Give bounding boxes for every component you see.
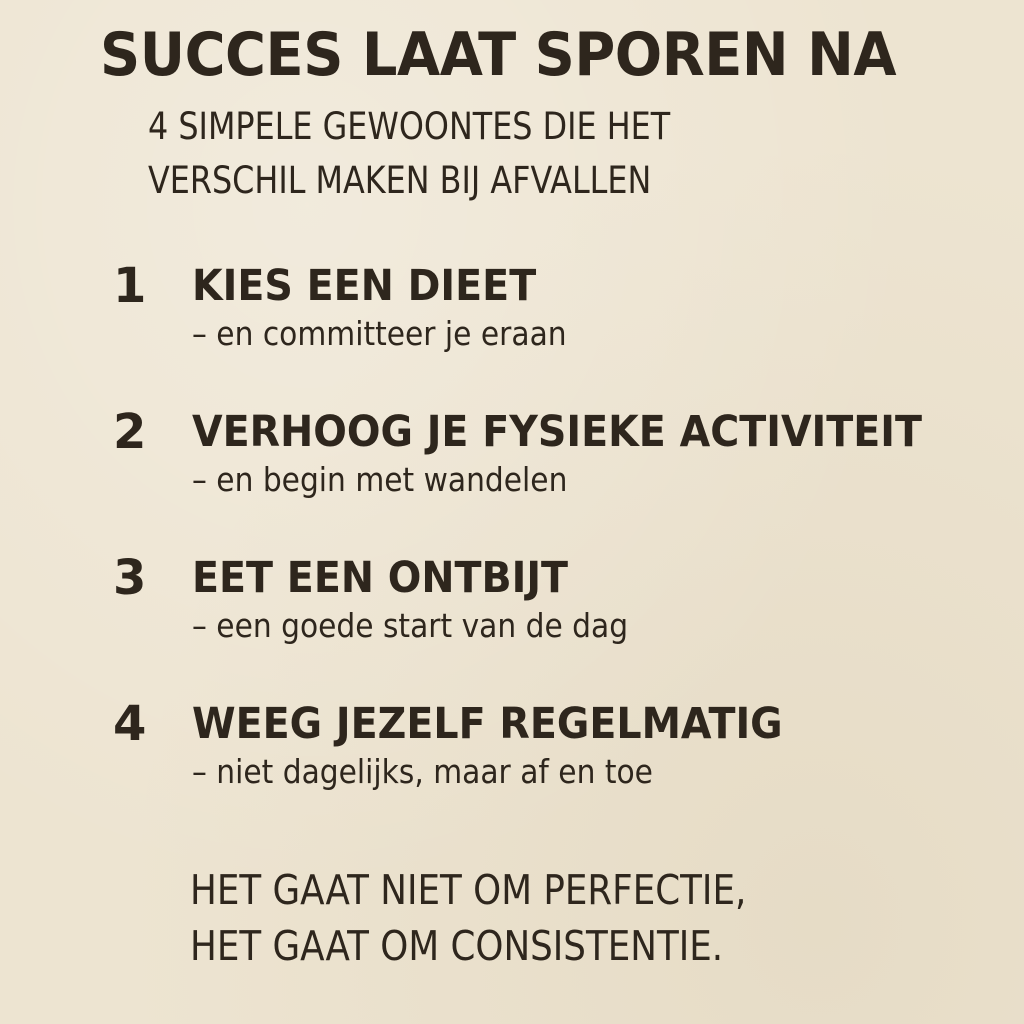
closing-statement bbox=[190, 862, 746, 974]
habit-detail: – niet dagelijks, maar af en toe bbox=[192, 752, 653, 791]
poster-title: SUCCES LAAT SPOREN NA bbox=[100, 20, 897, 90]
habit-number: 1 bbox=[113, 258, 147, 314]
habit-detail: – en begin met wandelen bbox=[192, 460, 568, 499]
habit-detail: – een goede start van de dag bbox=[192, 606, 629, 645]
habit-number: 2 bbox=[113, 404, 147, 460]
poster-subtitle bbox=[148, 100, 670, 208]
habit-detail: – en committeer je eraan bbox=[192, 314, 567, 353]
habit-number: 4 bbox=[113, 696, 147, 752]
subtitle-line-1: 4 SIMPELE GEWOONTES DIE HET bbox=[148, 105, 671, 148]
habit-heading: KIES EEN DIEET bbox=[192, 261, 537, 311]
subtitle-line-2: VERSCHIL MAKEN BIJ AFVALLEN bbox=[148, 159, 652, 202]
closing-line-1: HET GAAT NIET OM PERFECTIE, bbox=[190, 866, 747, 914]
closing-line-2: HET GAAT OM CONSISTENTIE. bbox=[190, 922, 724, 970]
habit-heading: WEEG JEZELF REGELMATIG bbox=[192, 699, 783, 749]
habit-heading: EET EEN ONTBIJT bbox=[192, 553, 569, 603]
habit-heading: VERHOOG JE FYSIEKE ACTIVITEIT bbox=[192, 407, 922, 457]
habit-number: 3 bbox=[113, 550, 147, 606]
